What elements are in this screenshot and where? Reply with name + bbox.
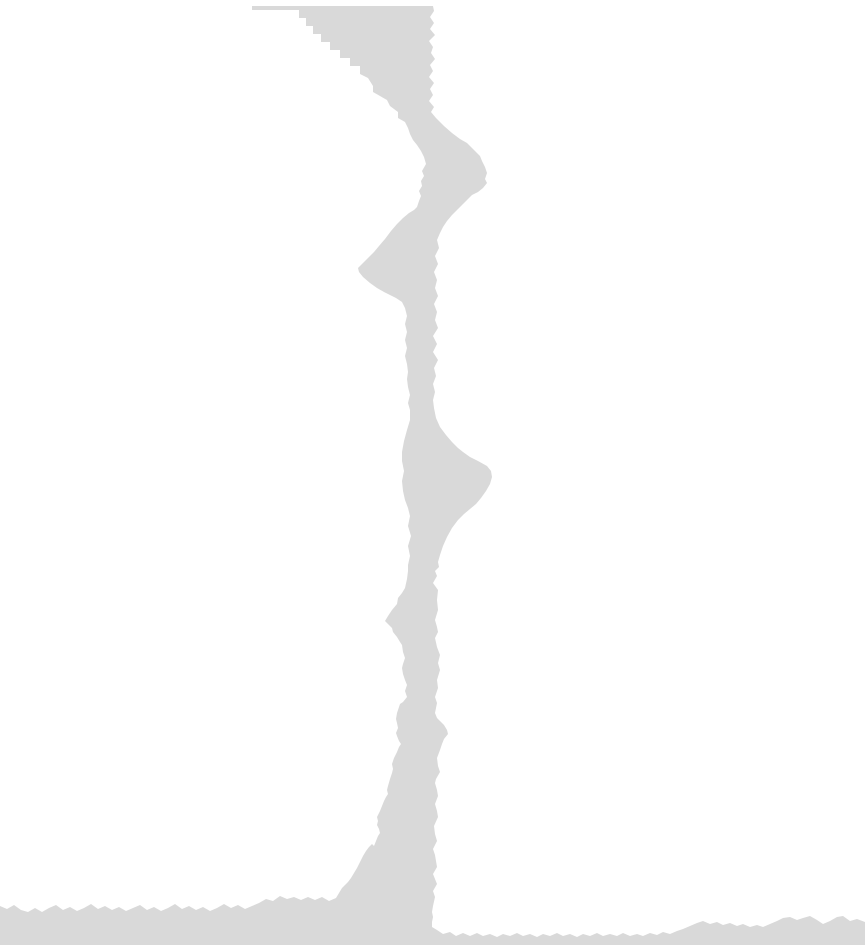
silhouette-region xyxy=(0,6,865,945)
